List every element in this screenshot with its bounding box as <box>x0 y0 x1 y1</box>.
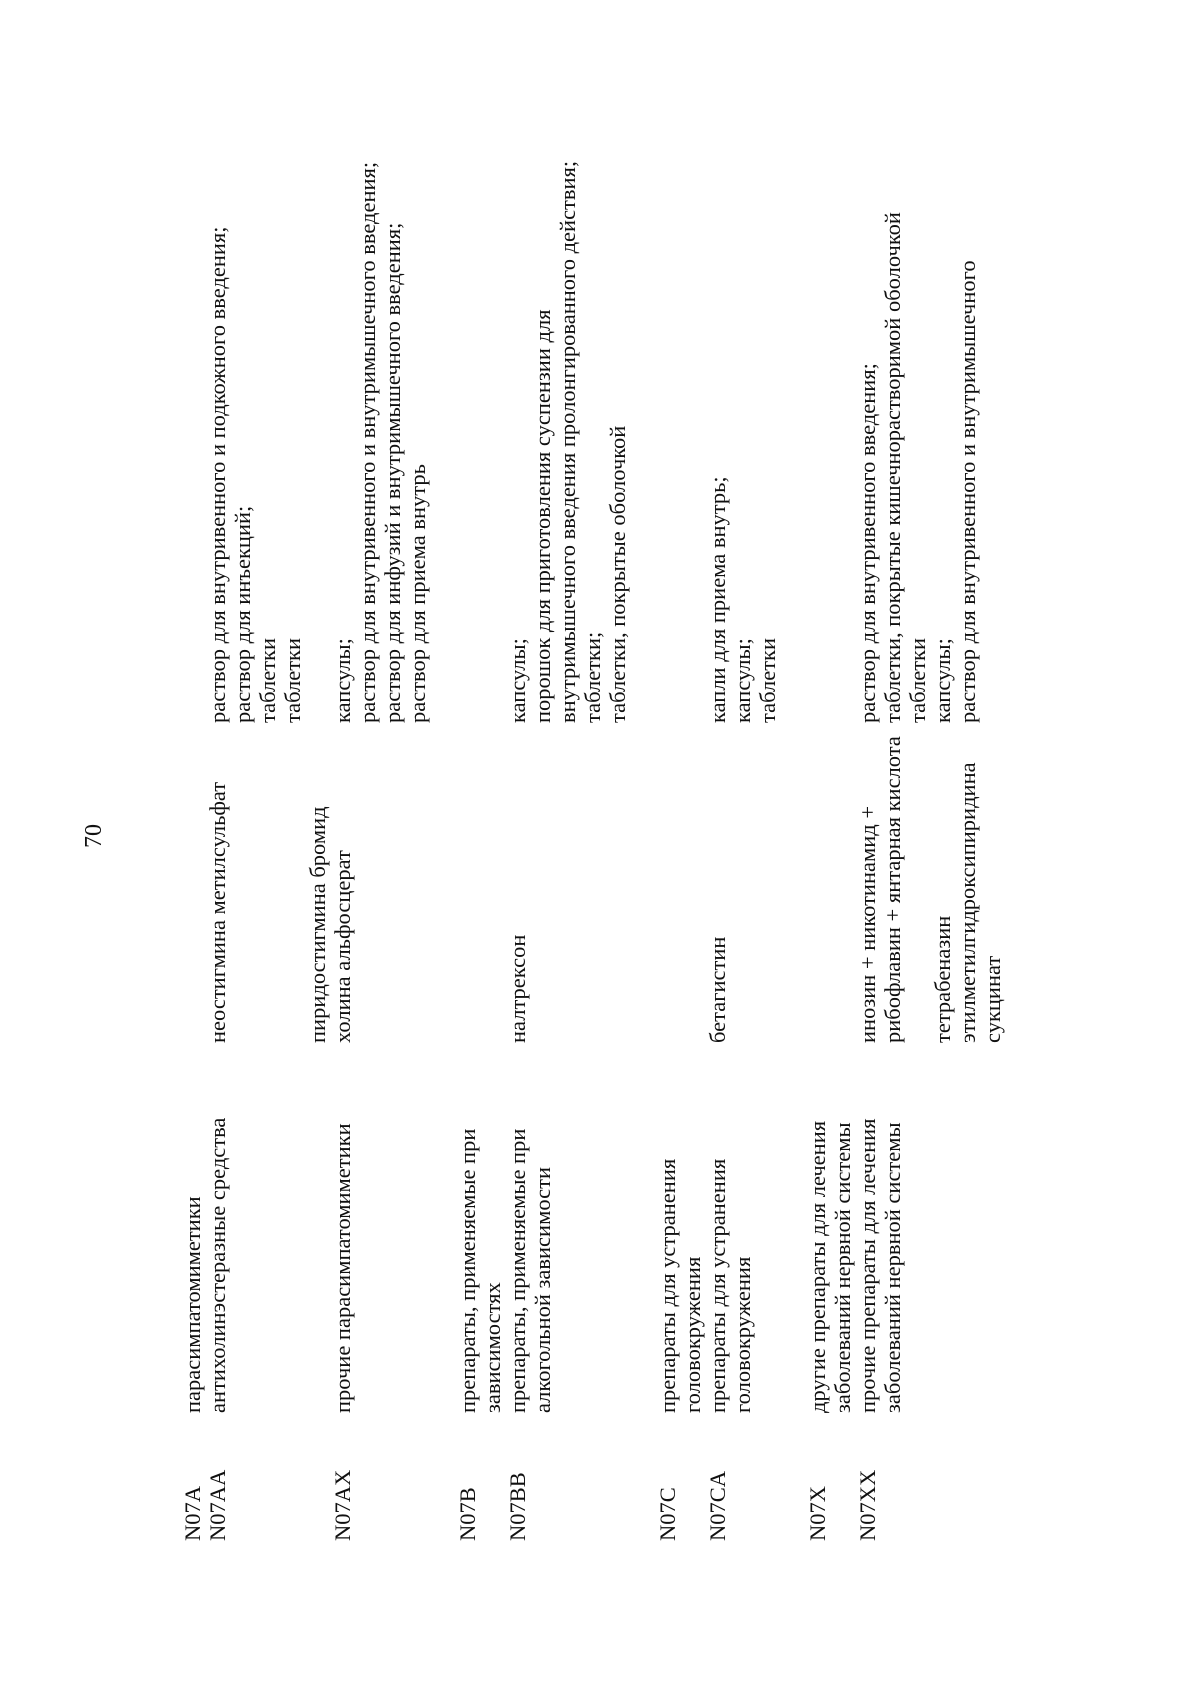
dosage-form-cell <box>505 133 630 723</box>
atc-classification-table <box>180 121 1005 1541</box>
dosage-form: раствор для внутривенного введения; <box>855 363 880 723</box>
drug-name: неостигмина метилсульфат <box>205 781 230 1043</box>
drug-name: пиридостигмина бромид <box>305 806 330 1043</box>
pharmacological-group: препараты для устранения головокружения <box>655 1158 705 1413</box>
pharmacological-group: препараты для устранения головокружения <box>705 1158 755 1413</box>
dosage-form-cell <box>855 133 980 723</box>
pharmacological-group: другие препараты для лечения заболеваний нервной системы <box>805 1120 855 1413</box>
drug-name: бетагистин <box>705 936 730 1043</box>
dosage-form: капсулы; <box>930 638 955 723</box>
dosage-form: таблетки <box>905 637 930 723</box>
dosage-form: раствор для инъекций; <box>230 505 255 723</box>
drug-name-cell <box>505 723 530 1043</box>
pharmacological-group: препараты, применяемые при зависимостях <box>455 1128 505 1413</box>
drug-name: налтрексон <box>505 934 530 1043</box>
atc-code: N07CA <box>705 1470 730 1541</box>
drug-name-cell <box>705 723 730 1043</box>
dosage-form: таблетки <box>755 637 780 723</box>
atc-code: N07X <box>805 1486 830 1541</box>
drug-spacer <box>230 733 255 1043</box>
dosage-form: раствор для внутривенного и подкожного введения; <box>205 226 230 723</box>
dosage-form: порошок для приготовления суспензии для внутримышечного введения пролонгированного действия; <box>530 160 580 723</box>
table-row <box>655 121 705 1541</box>
atc-code: N07B <box>455 1487 480 1541</box>
pharmacological-group: прочие парасимпатомиметики <box>330 1123 355 1413</box>
atc-code: N07AX <box>330 1469 355 1541</box>
drug-spacer <box>905 733 930 1043</box>
pharmacological-group: прочие препараты для лечения заболеваний нервной системы <box>855 1118 905 1413</box>
pharmacological-group: парасимпатомиметики <box>180 1196 205 1413</box>
dosage-form: капсулы; <box>330 638 355 723</box>
dosage-form: капсулы; <box>505 638 530 723</box>
table-row <box>855 121 1005 1541</box>
dosage-form-cell <box>330 133 430 723</box>
table-row <box>805 121 855 1541</box>
atc-code: N07AA <box>205 1469 230 1541</box>
dosage-form-cell <box>205 133 305 723</box>
drug-name: холина альфосцерат <box>330 850 355 1043</box>
table-row <box>330 121 430 1541</box>
atc-code: N07C <box>655 1487 680 1541</box>
drug-name: тетрабеназин <box>930 915 955 1043</box>
table-row <box>705 121 780 1541</box>
dosage-form: раствор для инфузий и внутримышечного введения; <box>380 222 405 723</box>
dosage-form: раствор для приема внутрь <box>405 464 430 723</box>
drug-name-cell <box>330 723 355 1043</box>
dosage-form: капли для приема внутрь; <box>705 476 730 723</box>
pharmacological-group: препараты, применяемые при алкогольной зависимости <box>505 1128 555 1413</box>
pharmacological-group: антихолинэстеразные средства <box>205 1117 230 1413</box>
table-row <box>180 121 205 1541</box>
atc-code: N07BB <box>505 1472 530 1541</box>
drug-spacer <box>255 733 280 1043</box>
dosage-form: таблетки, покрытые кишечнорастворимой оболочкой <box>880 212 905 723</box>
drug-name: этилметилгидроксипиридина сукцинат <box>955 762 1005 1043</box>
drug-name-cell <box>205 723 330 1043</box>
table-row <box>505 121 630 1541</box>
dosage-form: капсулы; <box>730 638 755 723</box>
drug-name: инозин + никотинамид + рибофлавин + янтарная кислота <box>855 736 905 1043</box>
drug-name-cell <box>855 723 1005 1043</box>
table-row <box>455 121 505 1541</box>
drug-spacer <box>280 733 305 1043</box>
dosage-form: раствор для внутривенного и внутримышечного <box>955 260 980 723</box>
dosage-form: раствор для внутривенного и внутримышечного введения; <box>355 161 380 723</box>
page-number: 70 <box>81 824 107 848</box>
table-row <box>205 121 330 1541</box>
dosage-form: таблетки; <box>580 631 605 723</box>
atc-code: N07A <box>180 1486 205 1541</box>
atc-code: N07XX <box>855 1469 880 1541</box>
dosage-form: таблетки, покрытые оболочкой <box>605 425 630 723</box>
dosage-form: таблетки <box>255 637 280 723</box>
dosage-form: таблетки <box>280 637 305 723</box>
dosage-form-cell <box>705 133 780 723</box>
